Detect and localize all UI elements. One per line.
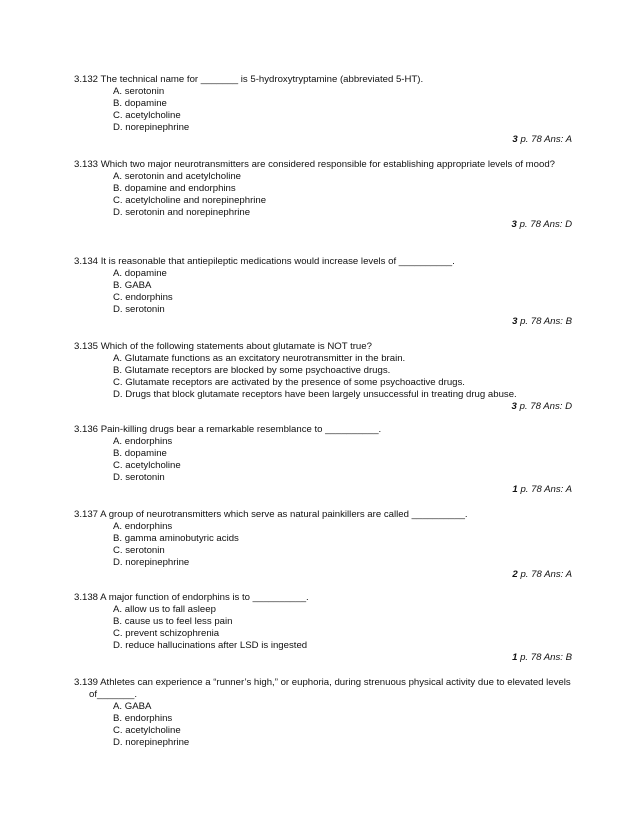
answer-option-b: B. gamma aminobutyric acids: [113, 533, 239, 545]
answer-option-d: D. serotonin and norepinephrine: [113, 207, 251, 219]
question-number: 3.133: [74, 159, 99, 170]
question-stem: [74, 256, 572, 268]
question-text: A major function of endorphins is to __________.: [100, 592, 309, 603]
answer-option-b: B. dopamine and endorphins: [113, 183, 236, 195]
page-reference-answer: p. 78 Ans: B: [520, 316, 572, 328]
question-text: Which two major neurotransmitters are considered responsible for establishing appropriate levels of mood?: [100, 159, 556, 170]
question-stem: [74, 424, 572, 436]
difficulty-level: 1: [512, 484, 518, 496]
answer-option-c: C. acetylcholine: [113, 460, 181, 472]
answer-option-a: A. GABA: [113, 701, 152, 713]
page-reference-answer: p. 78 Ans: D: [519, 401, 572, 413]
answer-option-a: A. endorphins: [113, 521, 173, 533]
answer-option-c: C. acetylcholine and norepinephrine: [113, 195, 267, 207]
question-stem: [74, 74, 572, 86]
answer-option-d: D. norepinephrine: [113, 122, 190, 134]
answer-option-c: C. acetylcholine: [113, 725, 181, 737]
answer-option-d: D. serotonin: [113, 304, 165, 316]
question-text: A group of neurotransmitters which serve as natural painkillers are called __________.: [100, 509, 468, 520]
question-3-134: [74, 256, 572, 329]
answer-key: [74, 134, 572, 146]
question-3-137: [74, 509, 572, 582]
question-stem: [74, 509, 572, 521]
answer-option-b: B. cause us to feel less pain: [113, 616, 233, 628]
difficulty-level: 3: [511, 219, 517, 231]
answer-option-c: C. prevent schizophrenia: [113, 628, 220, 640]
answer-options: [74, 86, 572, 134]
answer-option-a: A. Glutamate functions as an excitatory neurotransmitter in the brain.: [113, 353, 406, 365]
answer-option-a: A. endorphins: [113, 436, 173, 448]
question-3-132: [74, 74, 572, 147]
answer-options: [74, 268, 572, 316]
question-number: 3.134: [74, 256, 99, 267]
answer-option-a: A. serotonin: [113, 86, 165, 98]
answer-option-a: A. allow us to fall asleep: [113, 604, 216, 616]
answer-option-d: D. reduce hallucinations after LSD is ingested: [113, 640, 308, 652]
page-reference-answer: p. 78 Ans: A: [520, 134, 572, 146]
answer-option-d: D. serotonin: [113, 472, 165, 484]
question-number: 3.139: [74, 677, 99, 688]
answer-option-c: C. endorphins: [113, 292, 173, 304]
answer-options: [74, 353, 572, 401]
answer-option-d: D. norepinephrine: [113, 557, 190, 569]
difficulty-level: 1: [512, 652, 518, 664]
question-3-135: [74, 341, 572, 414]
page-reference-answer: p. 78 Ans: A: [520, 484, 572, 496]
question-text: The technical name for _______ is 5-hydroxytryptamine (abbreviated 5-HT).: [100, 74, 424, 85]
answer-key: [74, 401, 572, 413]
answer-option-b: B. endorphins: [113, 713, 173, 725]
answer-key: [74, 484, 572, 496]
difficulty-level: 3: [512, 316, 518, 328]
answer-option-c: C. Glutamate receptors are activated by the presence of some psychoactive drugs.: [113, 377, 465, 389]
question-3-138: [74, 592, 572, 665]
question-stem: [74, 677, 572, 701]
answer-options: [74, 171, 572, 219]
answer-options: [74, 604, 572, 652]
page-reference-answer: p. 78 Ans: A: [520, 569, 572, 581]
difficulty-level: 3: [511, 401, 517, 413]
question-3-136: [74, 424, 572, 497]
question-3-139: [74, 677, 572, 750]
answer-key: [74, 652, 572, 664]
question-text: Which of the following statements about glutamate is NOT true?: [100, 341, 372, 352]
answer-option-b: B. dopamine: [113, 98, 167, 110]
difficulty-level: 2: [512, 569, 518, 581]
answer-options: [74, 521, 572, 569]
difficulty-level: 3: [512, 134, 518, 146]
question-stem: [74, 341, 572, 353]
answer-key: [74, 316, 572, 328]
answer-key: [74, 219, 572, 231]
question-number: 3.137: [74, 509, 99, 520]
question-text: Pain-killing drugs bear a remarkable resemblance to __________.: [100, 424, 382, 435]
question-text: Athletes can experience a “runner’s high,” or euphoria, during strenuous physical activity due to elevated levels of_______.: [89, 677, 571, 701]
answer-option-b: B. dopamine: [113, 448, 167, 460]
answer-option-c: C. serotonin: [113, 545, 165, 557]
question-number: 3.138: [74, 592, 99, 603]
answer-options: [74, 436, 572, 484]
answer-option-d: D. Drugs that block glutamate receptors have been largely unsuccessful in treating drug abuse.: [113, 389, 517, 401]
question-3-133: [74, 159, 572, 232]
question-stem: [74, 592, 572, 604]
question-number: 3.135: [74, 341, 99, 352]
answer-option-b: B. Glutamate receptors are blocked by some psychoactive drugs.: [113, 365, 391, 377]
question-stem: [74, 159, 572, 171]
page-reference-answer: p. 78 Ans: D: [519, 219, 572, 231]
answer-options: [74, 701, 572, 749]
question-text: It is reasonable that antiepileptic medications would increase levels of __________.: [100, 256, 455, 267]
page-reference-answer: p. 78 Ans: B: [520, 652, 572, 664]
answer-option-d: D. norepinephrine: [113, 737, 190, 749]
question-number: 3.132: [74, 74, 99, 85]
answer-option-a: A. serotonin and acetylcholine: [113, 171, 241, 183]
answer-key: [74, 569, 572, 581]
answer-option-a: A. dopamine: [113, 268, 167, 280]
answer-option-b: B. GABA: [113, 280, 152, 292]
answer-option-c: C. acetylcholine: [113, 110, 181, 122]
question-number: 3.136: [74, 424, 99, 435]
